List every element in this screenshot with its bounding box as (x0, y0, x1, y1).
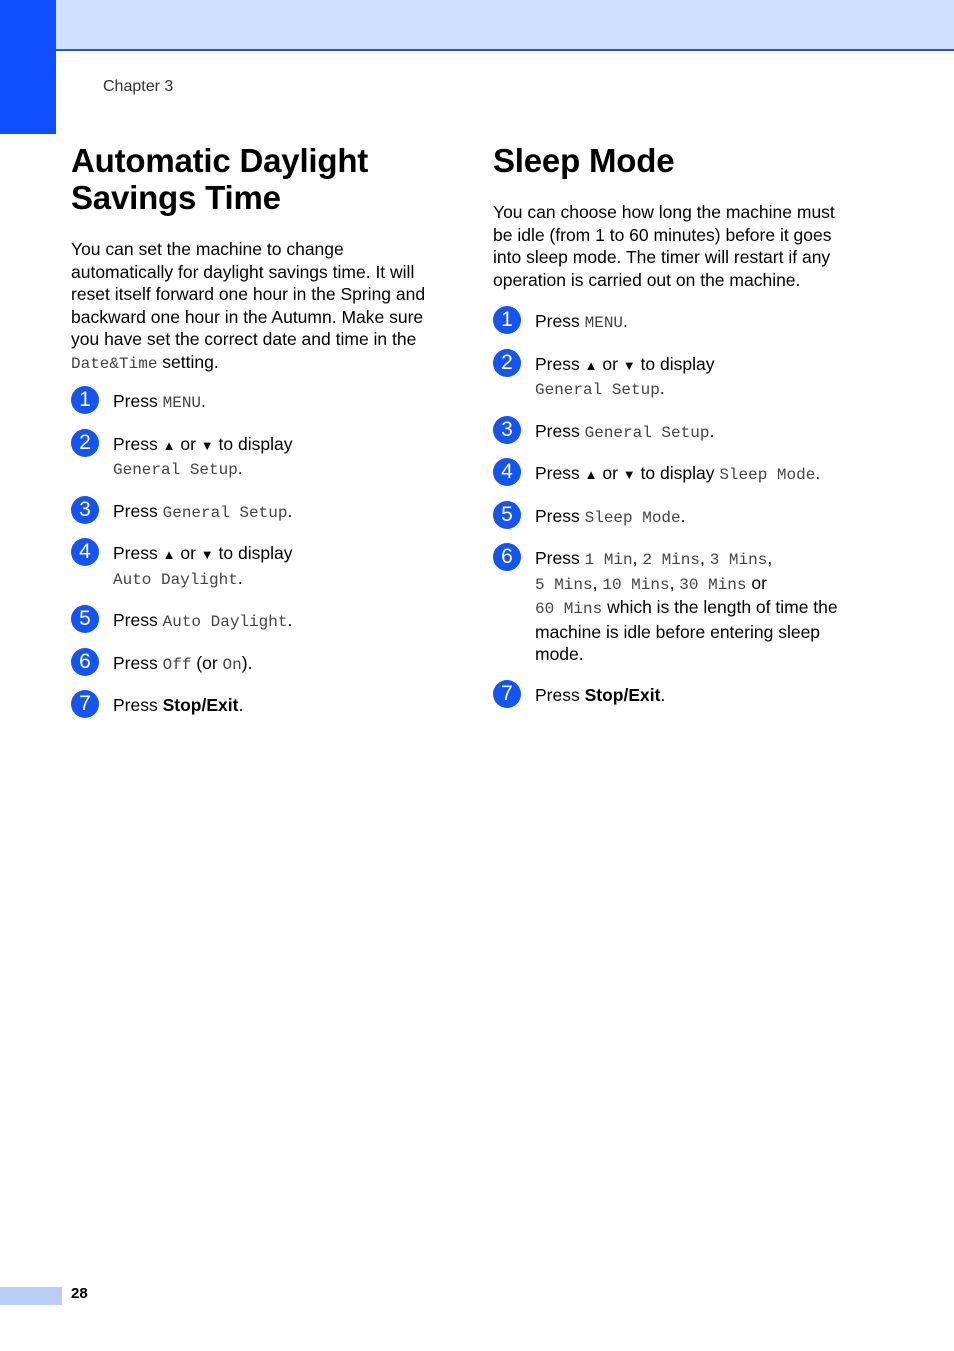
lcd-text: 3 Mins (709, 551, 768, 569)
page-number: 28 (71, 1285, 88, 1302)
up-arrow-icon: ▲ (584, 467, 598, 482)
step-number-badge: 4 (493, 458, 521, 486)
step-number-badge: 6 (71, 648, 99, 676)
lcd-text: On (222, 655, 242, 674)
step-number-badge: 5 (71, 605, 99, 633)
step-6: 6 Press 1 Min, 2 Mins, 3 Mins, 5 Mins, 10 Mins, 30 Mins or 60 Mins which is the length of time the machine is idle before entering sleep mode. (493, 547, 863, 666)
step-number-badge: 3 (493, 416, 521, 444)
header-band (0, 0, 954, 51)
step-3: 3 Press General Setup. (493, 420, 863, 445)
sleep-mode-title: Sleep Mode (493, 142, 675, 179)
step-number-badge: 1 (71, 386, 99, 414)
lcd-text: Auto Daylight (162, 613, 288, 631)
down-arrow-icon: ▼ (200, 547, 214, 562)
down-arrow-icon: ▼ (200, 437, 214, 453)
title-line: Automatic Daylight (71, 142, 369, 179)
step-number-badge: 2 (71, 429, 99, 457)
step-1: 1 Press MENU. (493, 310, 863, 335)
lcd-text: General Setup (162, 503, 288, 522)
sleep-mode-section (493, 142, 863, 706)
lcd-text: General Setup (584, 423, 710, 442)
lcd-text: General Setup (113, 461, 238, 479)
step-number-badge: 6 (493, 543, 521, 571)
daylight-savings-title (71, 142, 441, 216)
step-5: 5 Press Auto Daylight. (71, 609, 441, 634)
key-label: Stop/Exit (584, 684, 661, 705)
lcd-text: Off (162, 655, 192, 674)
step-number-badge: 7 (493, 680, 521, 708)
up-arrow-icon: ▲ (162, 547, 176, 562)
step-number-badge: 1 (493, 306, 521, 334)
step-1: 1 Press MENU. (71, 390, 441, 415)
step-5: 5 Press Sleep Mode. (493, 505, 863, 530)
key-label: Stop/Exit (162, 695, 239, 715)
lcd-text: Sleep Mode (719, 466, 816, 484)
sleep-mode-intro: You can choose how long the machine must be idle (from 1 to 60 minutes) before it goes into sleep mode. The timer will restart if any operation is carried out on the machine. (493, 202, 835, 290)
lcd-text: Date&Time (71, 354, 158, 373)
lcd-text: Auto Daylight (113, 570, 238, 589)
lcd-text: Sleep Mode (584, 508, 681, 527)
step-number-badge: 3 (71, 496, 99, 524)
lcd-text: 30 Mins (679, 575, 747, 594)
lcd-text: General Setup (535, 381, 660, 399)
lcd-text: 60 Mins (535, 600, 603, 618)
lcd-text: MENU (584, 314, 624, 332)
daylight-steps (71, 390, 441, 717)
step-4: 4 Press ▲ or ▼ to display Auto Daylight. (71, 542, 441, 591)
daylight-savings-section (71, 142, 441, 717)
step-2: 2 Press ▲ or ▼ to display General Setup. (71, 433, 441, 482)
title-line: Savings Time (71, 179, 281, 216)
step-number-badge: 5 (493, 501, 521, 529)
step-4: 4 Press ▲ or ▼ to display Sleep Mode. (493, 462, 863, 487)
lcd-text: 5 Mins (535, 575, 593, 594)
chapter-label: Chapter 3 (103, 78, 174, 95)
up-arrow-icon: ▲ (584, 357, 598, 373)
footer-bar (0, 1287, 62, 1305)
step-3: 3 Press General Setup. (71, 500, 441, 525)
step-number-badge: 2 (493, 349, 521, 377)
up-arrow-icon: ▲ (162, 437, 176, 453)
lcd-text: MENU (162, 394, 202, 412)
step-2: 2 Press ▲ or ▼ to display General Setup. (493, 353, 863, 402)
step-number-badge: 4 (71, 538, 99, 566)
step-number-badge: 7 (71, 690, 99, 718)
down-arrow-icon: ▼ (622, 357, 636, 373)
down-arrow-icon: ▼ (622, 467, 636, 482)
step-7: 7 Press Stop/Exit. (493, 684, 863, 707)
sleep-mode-steps (493, 310, 863, 706)
lcd-text: 10 Mins (602, 575, 670, 594)
daylight-savings-intro: You can set the machine to change automatically for daylight savings time. It will reset itself forward one hour in the Spring and backward one hour in the Autumn. Make sure you have set the correct date and time in the Date&Time setting. (71, 239, 426, 373)
chapter-tab (0, 0, 56, 134)
lcd-text: 1 Min (584, 551, 633, 569)
step-7: 7 Press Stop/Exit. (71, 694, 441, 717)
lcd-text: 2 Mins (642, 551, 700, 569)
step-6: 6 Press Off (or On). (71, 652, 441, 677)
